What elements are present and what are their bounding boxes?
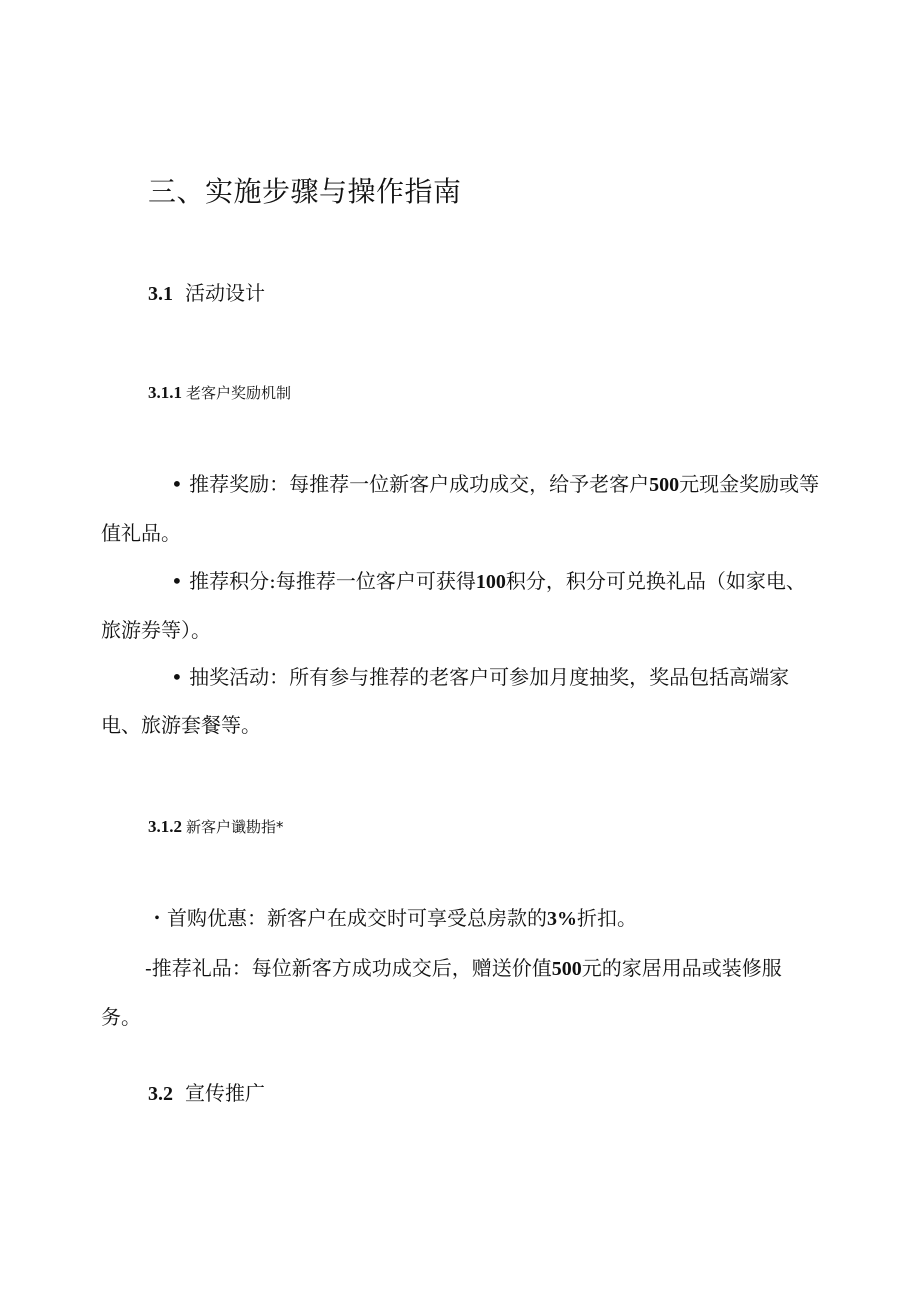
item-label: 推荐礼品： (151, 956, 252, 980)
bullet-marker: • (171, 472, 183, 496)
item-highlight: 100 (475, 571, 506, 593)
heading-3-1-1-number: 3.1.1 (148, 383, 182, 402)
item-highlight: 500 (551, 958, 582, 980)
item-label: 抽奖活动： (189, 665, 290, 689)
heading-3-2-number: 3.2 (148, 1083, 173, 1105)
bullet-marker: • (171, 665, 183, 689)
item-text-after: 积分，积分可兑换礼品（如家电、旅游券等）。 (101, 569, 806, 642)
item-text-after: 元的家居用品或装修服务。 (101, 956, 782, 1029)
heading-3-1-1-title: 老客户奖励机制 (186, 384, 292, 402)
item-text-after: 元现金奖励或等值礼品。 (101, 472, 820, 545)
paragraph-referral-points (101, 557, 821, 654)
heading-3-1-2-number: 3.1.2 (148, 817, 182, 836)
heading-3-1-number: 3.1 (148, 283, 173, 305)
item-highlight: 3% (547, 908, 577, 930)
heading-3-1-title: 活动设计 (185, 281, 265, 305)
item-text: 所有参与推荐的老客户可参加月度抽奖，奖品包括高端家电、旅游套餐等。 (101, 665, 790, 737)
bullet-marker: ・ (147, 906, 167, 930)
bullet-marker: • (171, 569, 183, 593)
item-text-after: 折扣。 (577, 906, 637, 930)
heading-3-2 (148, 1078, 265, 1109)
heading-3-1-2-title: 新客户谶勘指* (186, 818, 284, 836)
bullet-marker: - (145, 956, 152, 980)
item-label: 推荐奖励： (189, 472, 290, 496)
item-label: 推荐积分: (189, 569, 276, 593)
heading-3-1-1 (148, 380, 291, 406)
item-text: 每推荐一位新客户成功成交，给予老客户 (289, 472, 650, 496)
paragraph-referral-gift (101, 944, 821, 1041)
item-highlight: 500 (649, 474, 680, 496)
item-text: 每位新客方成功成交后，赠送价值 (251, 956, 552, 980)
paragraph-first-purchase (101, 894, 821, 943)
section-title: 三、实施步骤与操作指南 (148, 175, 462, 208)
heading-3-1 (148, 278, 265, 309)
paragraph-referral-reward (101, 460, 821, 557)
paragraph-lottery (101, 653, 821, 749)
item-text: 每推荐一位客户可获得 (275, 569, 476, 593)
heading-3-2-title: 宣传推广 (185, 1081, 265, 1105)
item-label: 首购优惠： (167, 906, 267, 930)
item-text: 新客户在成交时可享受总房款的 (267, 906, 547, 930)
heading-3-1-2 (148, 814, 284, 840)
